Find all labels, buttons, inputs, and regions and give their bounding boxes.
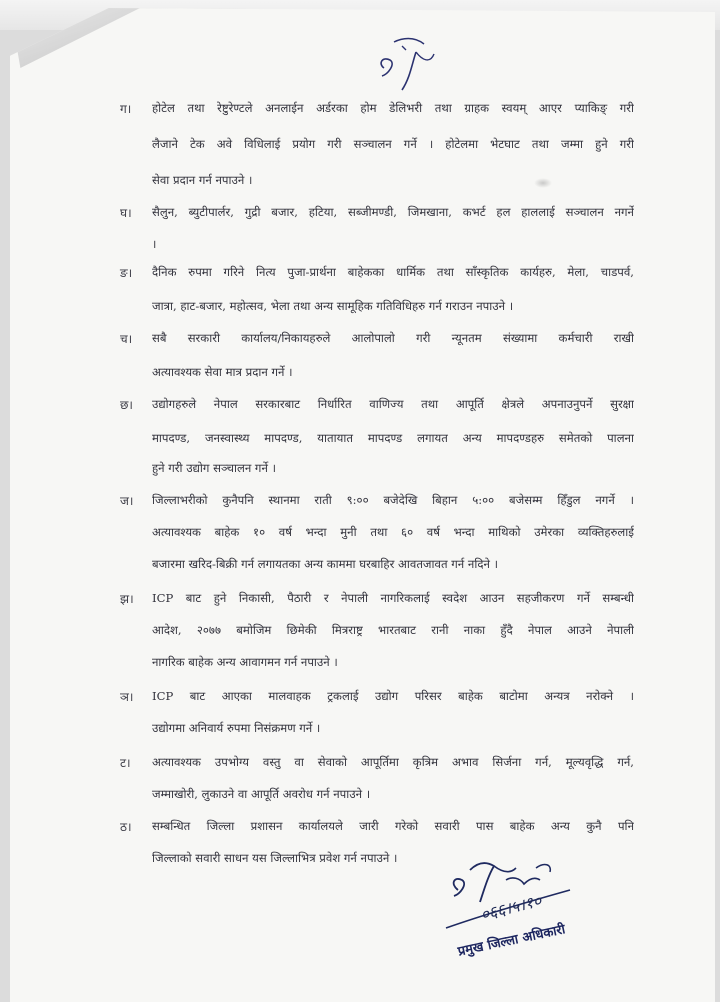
signature-date: ०६६।५।१० (478, 890, 544, 925)
clause-line: उद्योगमा अनिवार्य रुपमा निसंक्रमण गर्ने । (152, 721, 321, 735)
signature-block (440, 850, 640, 980)
clause-marker: ट। (120, 756, 131, 770)
clause-line: जम्माखोरी, लुकाउने वा आपूर्ति अवरोध गर्न नपाउने । (152, 787, 371, 801)
clause-line: ICP बाट हुने निकासी, पैठारी र नेपाली नागरिकलाई स्वदेश आउन सहजीकरण गर्ने सम्बन्धी (152, 591, 634, 605)
clause-line: ICP बाट आएका मालवाहक ट्रकलाई उद्योग परिसर बाहेक बाटोमा अन्यत्र नरोक्ने । (152, 689, 634, 703)
clause-line: नागरिक बाहेक अन्य आवागमन गर्न नपाउने । (152, 655, 338, 669)
clause-marker: च। (120, 332, 133, 346)
clause-line: सम्बन्धित जिल्ला प्रशासन कार्यालयले जारी गरेको सवारी पास बाहेक अन्य कुनै पनि (152, 819, 634, 833)
clause-marker: ञ। (120, 690, 134, 704)
clause-line: हुने गरी उद्योग सञ्चालन गर्ने । (152, 461, 276, 475)
clause-line: मापदण्ड, जनस्वास्थ्य मापदण्ड, यातायात मापदण्ड लगायत अन्य मापदण्डहरु समेतको पालना (152, 431, 634, 445)
clause-marker: ठ। (120, 820, 132, 834)
page-number-scribble (372, 34, 442, 94)
clause-line: सैलुन, ब्युटीपार्लर, गुद्री बजार, हटिया, सब्जीमण्डी, जिमखाना, कभर्ट हल हाललाई सञ्चालन नगर्ने (152, 205, 634, 219)
clause-line: होटेल तथा रेष्टुरेण्टले अनलाईन अर्डरका होम डेलिभरी तथा ग्राहक स्वयम् आएर प्याकिङ् गरी (152, 101, 634, 115)
clause-line: आदेश, २०७७ बमोजिम छिमेकी मित्रराष्ट्र भारतबाट रानी नाका हुँदै नेपाल आउने नेपाली (152, 623, 634, 637)
clause-line: सेवा प्रदान गर्न नपाउने । (152, 173, 253, 187)
clause-line: जिल्लाभरीको कुनैपनि स्थानमा राती ९:०० बजेदेखि बिहान ५:०० बजेसम्म हिँडुल नगर्ने । (152, 493, 634, 507)
clause-marker: ग। (120, 102, 132, 116)
clause-line: उद्योगहरुले नेपाल सरकारबाट निर्धारित वाणिज्य तथा आपूर्ति क्षेत्रले अपनाउनुपर्ने सुरक्षा (152, 397, 634, 411)
clause-marker: ङ। (120, 266, 133, 280)
clause-line: । (152, 237, 157, 251)
signature-title: प्रमुख जिल्ला अधिकारी (456, 922, 567, 960)
clause-line: जात्रा, हाट-बजार, महोत्सव, भेला तथा अन्य सामूहिक गतिविधिहरु गर्न गराउन नपाउने । (152, 299, 514, 313)
clause-line: जिल्लाको सवारी साधन यस जिल्लाभित्र प्रवेश गर्न नपाउने । (152, 851, 398, 865)
clause-marker: ज। (120, 494, 134, 508)
clause-line: अत्यावश्यक सेवा मात्र प्रदान गर्ने । (152, 365, 293, 379)
clause-line: अत्यावश्यक बाहेक १० वर्ष भन्दा मुनी तथा ६० वर्ष भन्दा माथिको उमेरका व्यक्तिहरुलाई (152, 525, 634, 539)
clause-marker: झ। (120, 592, 134, 606)
clause-marker: घ। (120, 206, 132, 220)
clause-marker: छ। (120, 398, 133, 412)
clause-line: बजारमा खरिद-बिक्री गर्न लगायतका अन्य काममा घरबाहिर आवतजावत गर्न नदिने । (152, 557, 499, 571)
clause-line: सबै सरकारी कार्यालय/निकायहरुले आलोपालो गरी न्यूनतम संख्यामा कर्मचारी राखी (152, 331, 634, 345)
clause-line: लैजाने टेक अवे विधिलाई प्रयोग गरी सञ्चालन गर्ने । होटेलमा भेटघाट तथा जम्मा हुने गरी (152, 137, 634, 151)
clause-line: अत्यावश्यक उपभोग्य वस्तु वा सेवाको आपूर्तिमा कृत्रिम अभाव सिर्जना गर्न, मूल्यवृद्धि गर्न, (152, 755, 634, 769)
clause-line: दैनिक रुपमा गरिने नित्य पुजा-प्रार्थना बाहेकका धार्मिक तथा साँस्कृतिक कार्यहरु, मेला, चाडपर्व, (152, 265, 634, 279)
